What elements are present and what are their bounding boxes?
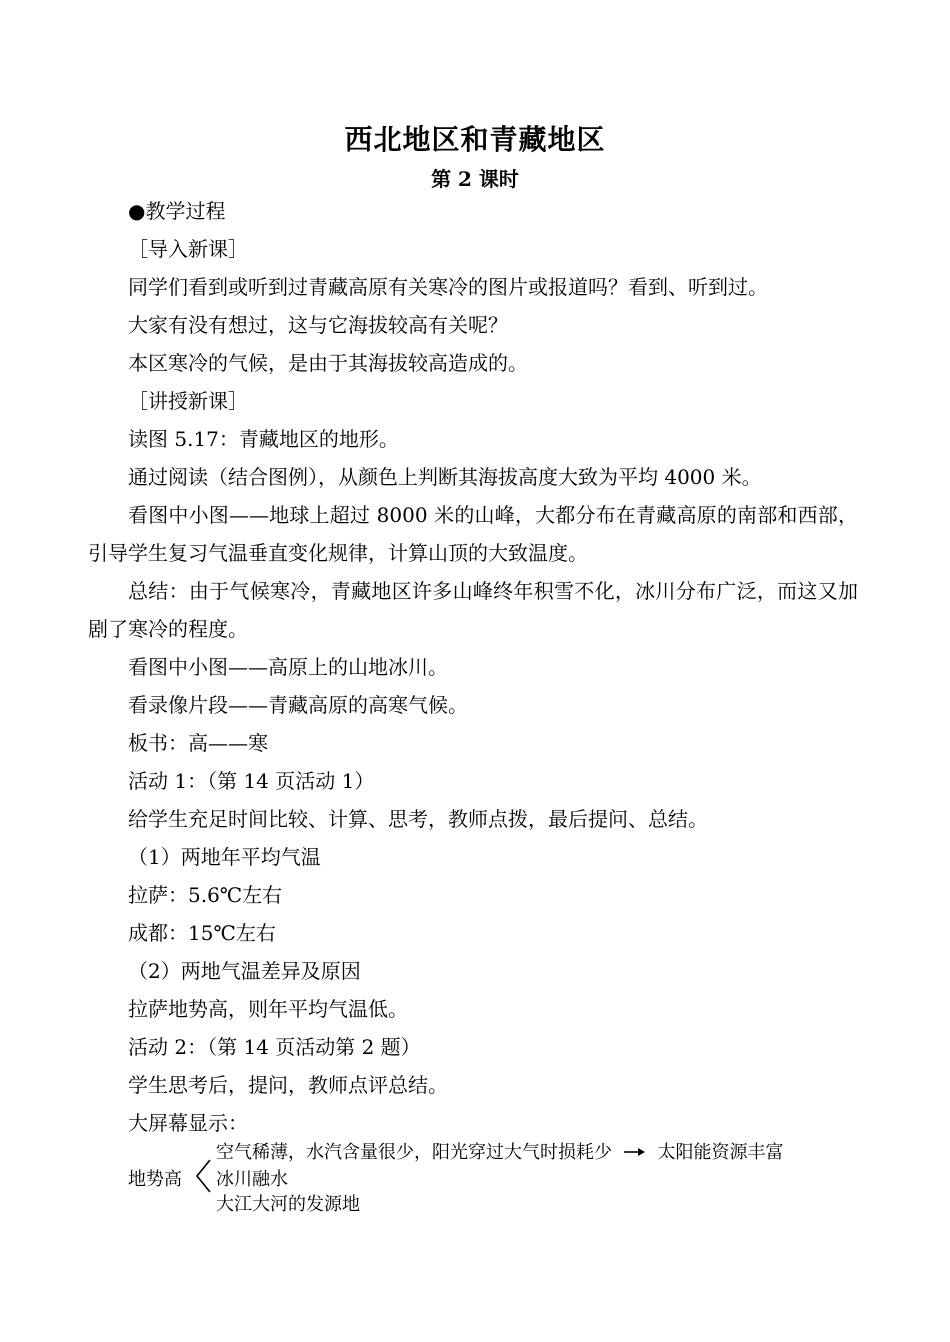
document-subtitle: 第 2 课时: [431, 167, 519, 191]
paragraph: 同学们看到或听到过青藏高原有关寒冷的图片或报道吗？看到、听到过。: [128, 275, 768, 299]
paragraph: 拉萨：5.6℃左右: [128, 883, 283, 907]
paragraph: （1）两地年平均气温: [128, 845, 321, 869]
paragraph: 读图 5.17：青藏地区的地形。: [128, 427, 399, 451]
diagram-branch-1: [216, 1138, 783, 1164]
paragraph: 看图中小图——地球上超过 8000 米的山峰，大都分布在青藏高原的南部和西部，引导学生复习气温垂直变化规律，计算山顶的大致温度。: [88, 503, 858, 565]
paragraph: 看图中小图——高原上的山地冰川。: [128, 655, 448, 679]
paragraph: 大屏幕显示：: [128, 1111, 248, 1135]
paragraph: 大家有没有想过，这与它海拔较高有关呢？: [128, 313, 508, 337]
diagram-branch-3: 大江大河的发源地: [216, 1194, 360, 1215]
paragraph: 活动 2：（第 14 页活动第 2 题）: [128, 1035, 421, 1059]
paragraph: （2）两地气温差异及原因: [128, 959, 361, 983]
branch-1-result: 太阳能资源丰富: [657, 1142, 784, 1163]
document-title: 西北地区和青藏地区: [344, 123, 606, 156]
branch-1-text: 空气稀薄，水汽含量很少，阳光穿过大气时损耗少: [216, 1142, 612, 1163]
right-arrow-icon: [624, 1142, 646, 1163]
left-brace-icon: [194, 1158, 212, 1194]
paragraph: 板书：高——寒: [128, 731, 268, 755]
paragraph: 通过阅读（结合图例），从颜色上判断其海拔高度大致为平均 4000 米。: [128, 465, 762, 489]
section-heading-teaching-process: ●教学过程: [128, 199, 226, 223]
document-body: [88, 192, 858, 1142]
paragraph: 拉萨地势高，则年平均气温低。: [128, 997, 408, 1021]
paragraph: 看录像片段——青藏高原的高寒气候。: [128, 693, 468, 717]
diagram-branch-2: 冰川融水: [216, 1169, 288, 1190]
terrain-effects-diagram: [128, 1132, 848, 1222]
paragraph: 总结：由于气候寒冷，青藏地区许多山峰终年积雪不化，冰川分布广泛，而这又加剧了寒冷的程度。: [88, 579, 858, 641]
section-heading-intro: ［导入新课］: [128, 237, 248, 261]
paragraph: 给学生充足时间比较、计算、思考，教师点拨，最后提问、总结。: [128, 807, 708, 831]
paragraph: 本区寒冷的气候，是由于其海拔较高造成的。: [128, 351, 528, 375]
paragraph: 成都：15℃左右: [128, 921, 276, 945]
section-heading-new-lesson: ［讲授新课］: [128, 389, 248, 413]
diagram-root-label: 地势高: [128, 1169, 182, 1190]
paragraph: 活动 1：（第 14 页活动 1）: [128, 769, 375, 793]
paragraph: 学生思考后，提问，教师点评总结。: [128, 1073, 448, 1097]
